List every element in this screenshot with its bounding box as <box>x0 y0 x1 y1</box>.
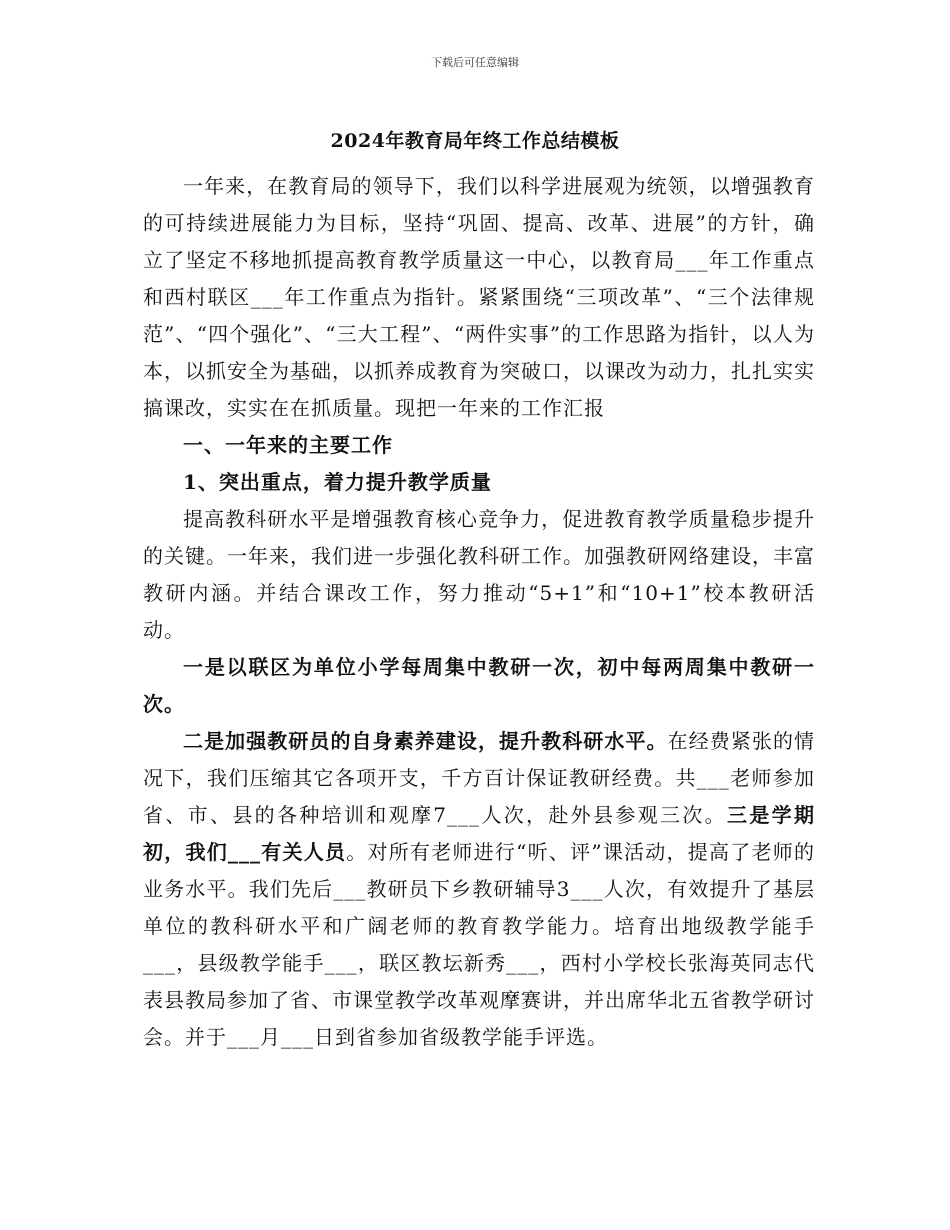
point-three-lead: 三是学期初，我们___有关人员 <box>143 803 815 864</box>
intro-paragraph: 一年来，在教育局的领导下，我们以科学进展观为统领，以增强教育的可持续进展能力为目标，坚持“巩固、提高、改革、进展”的方针，确立了坚定不移地抓提高教育教学质量这一中心，以教育局___年工作重点和西村联区___年工作重点为指针。紧紧围绕“三项改革”、“三个法律规范”、“四个强化”、“三大工程”、“两件实事”的工作思路为指针，以人为本，以抓安全为基础，以抓养成教育为突破口，以课改为动力，扎扎实实搞课改，实实在在抓质量。现把一年来的工作汇报 <box>143 174 815 420</box>
point-three-text: 。对所有老师进行“听、评”课活动，提高了老师的业务水平。我们先后___教研员下乡教研辅导3___人次，有效提升了基层单位的教科研水平和广阔老师的教育教学能力。培育出地级教学能手___，县级教学能手___，联区教坛新秀___，西村小学校长张海英同志代表县教局参加了省、市课堂教学改革观摩赛讲，并出席华北五省教学研讨会。并于___月___日到省参加省级教学能手评选。 <box>143 840 816 1049</box>
point-one-paragraph: 一是以联区为单位小学每周集中教研一次，初中每两周集中教研一次。 <box>143 655 815 716</box>
section-heading: 一、一年来的主要工作 <box>183 433 393 457</box>
research-paragraph: 提高教科研水平是增强教育核心竞争力，促进教育教学质量稳步提升的关键。一年来，我们进一步强化教科研工作。加强教研网络建设，丰富教研内涵。并结合课改工作，努力推动“5+1”和“10+1”校本教研活动。 <box>143 507 815 642</box>
document-title: 2024年教育局年终工作总结模板 <box>330 130 620 152</box>
subsection-heading: 1、突出重点，着力提升教学质量 <box>183 470 492 494</box>
point-two-lead: 二是加强教研员的自身素养建设，提升教科研水平。 <box>183 729 668 753</box>
document-body <box>143 168 815 1056</box>
header-note: 下载后可任意编辑 <box>431 56 519 69</box>
point-two-text: 在经费紧张的情况下，我们压缩其它各项开支，千方百计保证教研经费。共___老师参加省、市、县的各种培训和观摩7___人次，赴外县参观三次。 <box>143 729 816 827</box>
point-two-paragraph <box>143 723 815 1056</box>
